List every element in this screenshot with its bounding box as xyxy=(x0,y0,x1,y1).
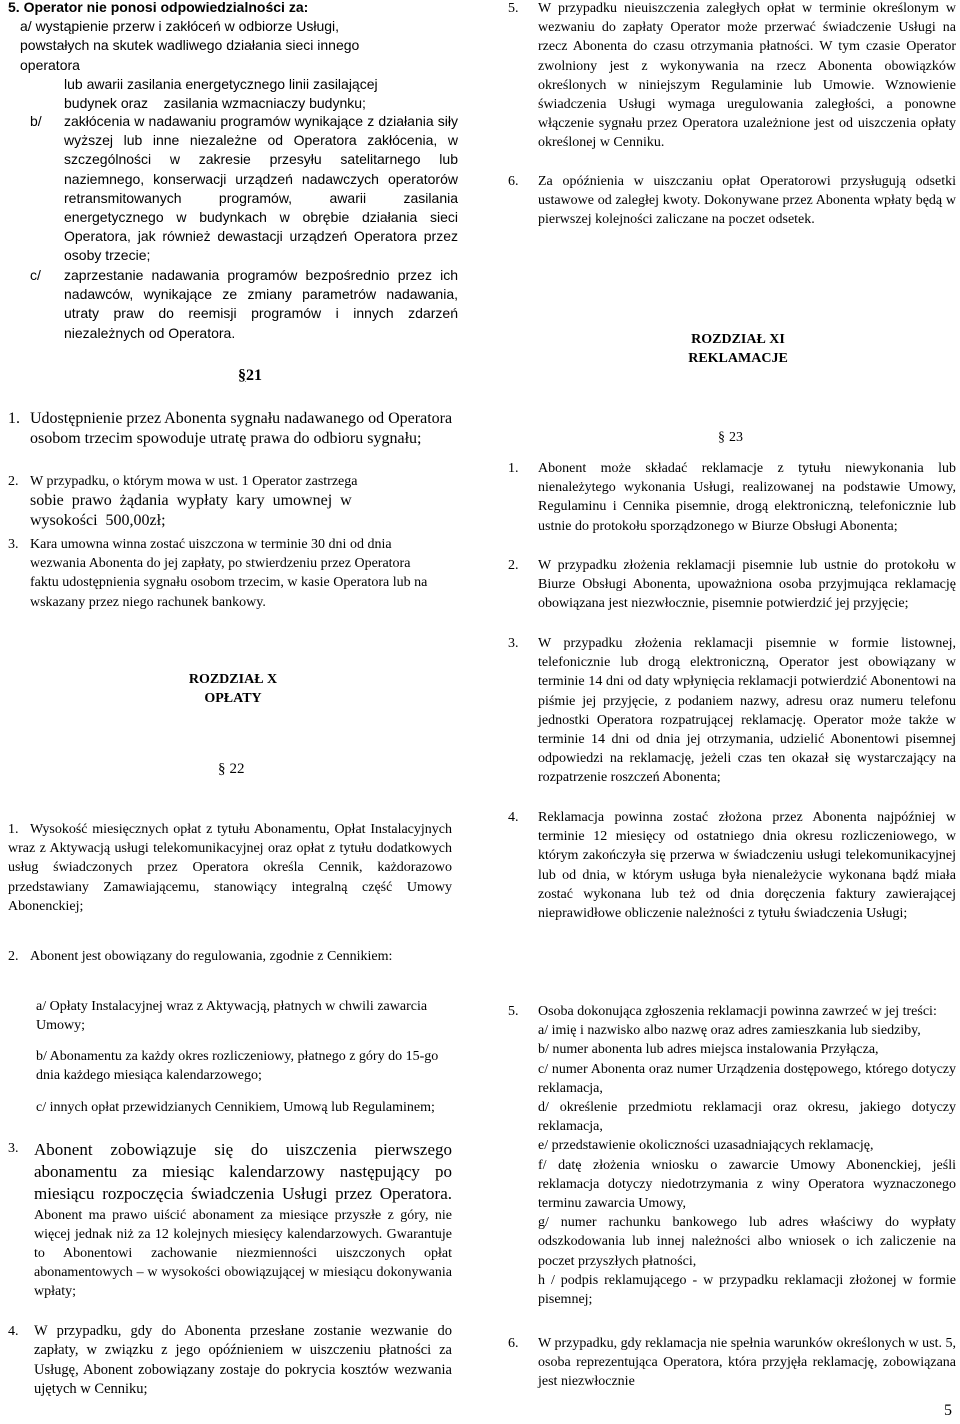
p22-item-1 xyxy=(8,820,452,916)
chapter-10-heading xyxy=(128,670,338,708)
p22-item-4-number: 4. xyxy=(8,1324,19,1339)
p23-item-2-number: 2. xyxy=(508,558,519,573)
paragraph-23-heading xyxy=(718,428,743,447)
p23-item-5-h: h / podpis reklamującego - w przypadku reklamacji złożonej w formie pisemnej; xyxy=(538,1272,956,1308)
p23-item-5-b: b/ numer abonenta lub adres miejsca instalowania Przyłącza, xyxy=(538,1042,879,1058)
p22-item-1-number: 1. xyxy=(8,822,19,837)
section-5-title: 5. Operator nie ponosi odpowiedzialności za: xyxy=(8,0,309,15)
p22-item-5 xyxy=(508,0,956,153)
section-5-c-label: c/ xyxy=(30,267,41,283)
p22-item-2-number: 2. xyxy=(8,949,19,964)
chapter-11-heading xyxy=(638,330,838,368)
p21-item-3-number: 3. xyxy=(8,537,19,552)
section-5-b-label: b/ xyxy=(30,113,42,129)
paragraph-sign: § xyxy=(718,430,725,445)
p21-item-2-line1: W przypadku, o którym mowa w ust. 1 Operator zastrzega xyxy=(30,474,358,489)
p21-item-1-text: Udostępnienie przez Abonenta sygnału nadawanego od Operatora osobom trzecim spowoduje utratę prawa do odbioru sygnału; xyxy=(30,410,453,447)
p23-item-5-text: Osoba dokonująca zgłoszenia reklamacji powinna zawrzeć w jej treści: xyxy=(538,1004,937,1019)
p21-item-2-number: 2. xyxy=(8,474,19,489)
section-5-b-text: zakłócenia w nadawaniu programów wynikające z działania siły wyższej lub inne niezależne od Operatora zakłócenia, w szczególności w zakresie przesyłu satelitarnego lub naziemnego, konserwacji urządzeń nadawczych operatorów retransmitowanych programów, awarii zasilania energetycznego w budynkach w obrębie działania sieci Operatora, jak również dewastacji urządzeń Operatora przez osoby trzecie; xyxy=(64,113,458,264)
p23-item-2-text: W przypadku złożenia reklamacji pisemnie lub ustnie do protokołu w Biurze Obsługi Abonenta, upoważniona osoba przyjmująca reklamację obowiązana jest niezwłocznie, pisemnie potwierdzić jej przyjęcie; xyxy=(538,558,956,612)
p21-item-3-text: Kara umowna winna zostać uiszczona w terminie 30 dni od dnia wezwania Abonenta do jej zapłaty, po stwierdzeniu przez Operatora faktu udostępnienia sygnału osobom trzecim, w kasie Operatora lub na wskazany przez niego rachunek bankowy. xyxy=(30,537,428,610)
paragraph-22-number: 22 xyxy=(229,761,245,777)
p23-item-5 xyxy=(508,1002,956,1309)
p22-item-3 xyxy=(8,1139,452,1302)
p21-item-2 xyxy=(8,472,458,530)
p22-item-5-number: 5. xyxy=(508,1,519,16)
chapter-11-subtitle: REKLAMACJE xyxy=(688,351,788,367)
p23-item-5-d: d/ określenie przedmiotu reklamacji oraz okresu, jakiego dotyczy reklamacja, xyxy=(538,1100,956,1135)
p22-item-2-a: a/ Opłaty Instalacyjnej wraz z Aktywacją, płatnych w chwili zawarcia Umowy; xyxy=(36,999,428,1034)
section-5-a-line: operatora xyxy=(20,56,80,73)
paragraph-21-number: 21 xyxy=(246,367,262,384)
p23-item-5-f: f/ datę złożenia wniosku o zawarcie Umowy Abonenckiej, jeśli reklamacja dotyczy niedotrzymania z winy Operatora wyznaczonego terminu zawarcia Umowy, xyxy=(538,1157,956,1212)
paragraph-sign: § xyxy=(218,761,226,777)
p22-item-2-c: c/ innych opłat przewidzianych Cennikiem, Umową lub Regulaminem; xyxy=(36,1100,435,1115)
section-5-a-continuation: budynek oraz zasilania wzmacniaczy budynku; xyxy=(64,95,366,112)
p22-item-3-number: 3. xyxy=(8,1141,19,1156)
p21-item-1-number: 1. xyxy=(8,410,20,427)
p23-item-6-number: 6. xyxy=(508,1336,519,1351)
p21-item-2-rest: sobie prawo żądania wypłaty kary umownej w wysokości 500,00zł; xyxy=(30,492,352,529)
page-number: 5 xyxy=(944,1402,952,1419)
section-5-c xyxy=(30,266,458,343)
p23-item-5-number: 5. xyxy=(508,1004,519,1019)
paragraph-23-number: 23 xyxy=(729,430,743,445)
p23-item-4 xyxy=(508,808,956,923)
p23-item-1-number: 1. xyxy=(508,461,519,476)
section-5-c-text: zaprzestanie nadawania programów bezpośrednio przez ich nadawców, wynikające ze zmiany parametrów nadawania, utraty praw do reemisji programów i innych zdarzeń niezależnych od Operatora. xyxy=(64,267,458,341)
p23-item-5-e: e/ przedstawienie okoliczności uzasadniających reklamację, xyxy=(538,1138,874,1154)
chapter-11-title: ROZDZIAŁ XI xyxy=(691,332,785,347)
p23-item-1-text: Abonent może składać reklamacje z tytułu niewykonania lub nienależytego wykonania Usługi, realizowanej na podstawie Umowy, Regulaminu i Cennika pisemnie, drogą elektroniczną, telefonicznie lub ustnie do protokołu sporządzonego w Biurze Obsługi Abonenta; xyxy=(538,461,956,534)
p22-item-6 xyxy=(508,172,956,230)
p23-item-4-text: Reklamacja powinna zostać złożona przez Abonenta najpóźniej w terminie 12 miesięcy od ostatniego dnia okresu rozliczeniowego, w którym zakończyła się przerwa w świadczeniu usługi telekomunikacyjnej lub od dnia, w którym usługa była nienależycie wykonana bądź miała zostać wykonana lub też od dnia doręczenia faktury zawierającej nieprawidłowe obliczenie należności z tytułu świadczenia Usługi; xyxy=(538,810,956,922)
paragraph-21-heading xyxy=(238,366,262,385)
p23-item-2 xyxy=(508,556,956,614)
p23-item-5-a: a/ imię i nazwisko albo nazwę oraz adres zamieszkania lub siedziby, xyxy=(538,1023,921,1039)
p22-item-2 xyxy=(8,947,452,966)
section-5-a-continuation: lub awarii zasilania energetycznego linii zasilającej xyxy=(64,75,378,92)
chapter-10-title: ROZDZIAŁ X xyxy=(188,672,278,687)
p23-item-6-text: W przypadku, gdy reklamacja nie spełnia warunków określonych w ust. 5, osoba reprezentująca Operatora, która przyjęła reklamację, zobowiązana jest niezwłocznie xyxy=(538,1336,956,1390)
paragraph-sign: § xyxy=(238,367,246,384)
p23-item-1 xyxy=(508,459,956,536)
p22-item-4 xyxy=(8,1322,452,1400)
p23-item-3-text: W przypadku złożenia reklamacji pisemnie w formie listownej, telefonicznie lub drogą elektroniczną, Operator jest obowiązany w terminie 14 dni od daty wpłynięcia reklamacji potwierdzić Abonentowi na piśmie jej przyjęcie, z podaniem nazwy, adresu oraz numeru telefonu jednostki Operatora rozpatrującej reklamację. Operator może także w terminie 14 dni od dnia jej otrzymania, udzielić Abonentowi pisemnej odpowiedzi na reklamację, jeżeli czas ten okazał się wystarczający na rozpatrzenie roszczeń Abonenta; xyxy=(538,636,956,786)
section-5-a-line: a/ wystąpienie przerw i zakłóceń w odbiorze Usługi, xyxy=(20,18,340,35)
p23-item-3 xyxy=(508,634,956,788)
p22-item-3-lead: Abonent zobowiązuje się do uiszczenia pierwszego abonamentu za miesiąc kalendarzowy następujący po miesiącu rozpoczęcia świadczenia Usługi przez Operatora. xyxy=(34,1140,452,1204)
p22-item-4-text: W przypadku, gdy do Abonenta przesłane zostanie wezwanie do zapłaty, w związku z jego opóźnieniem w uiszczeniu płatności za Usługę, Abonent zobowiązany zostaje do pokrycia kosztów wezwania ujętych w Cenniku; xyxy=(34,1323,452,1398)
p22-item-2-text: Abonent jest obowiązany do regulowania, zgodnie z Cennikiem: xyxy=(30,949,393,964)
p22-item-5-text: W przypadku nieuiszczenia zaległych opłat w terminie określonym w wezwaniu do zapłaty Operator może przerwać świadczenie Usługi na rzecz Abonenta do czasu otrzymania płatności. W tym czasie Operator zwolniony jest z wykonywania na rzecz Abonenta obowiązków określonych w niniejszym Regulaminie lub Umowie. Wznowienie świadczenia Usługi wymaga uregulowania zaległości, a ponowne włączenie sygnału przez Operatora uzależnione jest od uiszczenia opłaty określonej w Cenniku. xyxy=(538,1,956,151)
p23-item-5-g: g/ numer rachunku bankowego lub adres właściwy do wypłaty odszkodowania lub innej należności albo wniosek o ich zaliczenie na poczet przyszłych płatności, xyxy=(538,1215,956,1269)
paragraph-22-heading xyxy=(218,760,245,779)
p22-item-1-text: Wysokość miesięcznych opłat z tytułu Abonamentu, Opłat Instalacyjnych wraz z Aktywacją usługi telekomunikacyjnej oraz opłat z tytułu dodatkowych usług świadczonych przez Operatora określa Cennik, każdorazowo przedstawiany Zamawiającemu, stanowiący integralną część Umowy Abonenckiej; xyxy=(8,822,452,914)
section-5-block xyxy=(8,0,458,113)
chapter-10-subtitle: OPŁATY xyxy=(204,691,262,707)
p23-item-3-number: 3. xyxy=(508,636,519,651)
p23-item-6 xyxy=(508,1334,956,1392)
section-5-a-line: powstałych na skutek wadliwego działania sieci innego xyxy=(20,37,360,54)
p21-item-3 xyxy=(8,535,458,612)
p22-item-2-b: b/ Abonamentu za każdy okres rozliczeniowy, płatnego z góry do 15-go dnia każdego miesiąca kalendarzowego; xyxy=(36,1049,439,1084)
p22-item-6-number: 6. xyxy=(508,174,519,189)
p23-item-5-c: c/ numer Abonenta oraz numer Urządzenia dostępowego, którego dotyczy reklamacja, xyxy=(538,1061,956,1096)
p21-item-1 xyxy=(8,409,458,448)
p22-item-6-text: Za opóźnienia w uiszczaniu opłat Operatorowi przysługują odsetki ustawowe od zaległej kwoty. Dokonywane przez Abonenta wpłaty będą w pierwszej kolejności zaliczane na poczet odsetek. xyxy=(538,174,956,228)
p23-item-4-number: 4. xyxy=(508,810,519,825)
section-5-b xyxy=(30,112,458,266)
p22-item-3-continuation: Abonent ma prawo uiścić abonament za miesiące przyszłe z góry, nie więcej jednak niż za 12 kolejnych miesięcy kalendarzowych. Gwarantuje to Abonentowi zachowanie niezmienności uiszczonych opłat abonamentowych – w wysokości obowiązującej w miesiącu dokonywania wpłaty; xyxy=(34,1207,452,1300)
